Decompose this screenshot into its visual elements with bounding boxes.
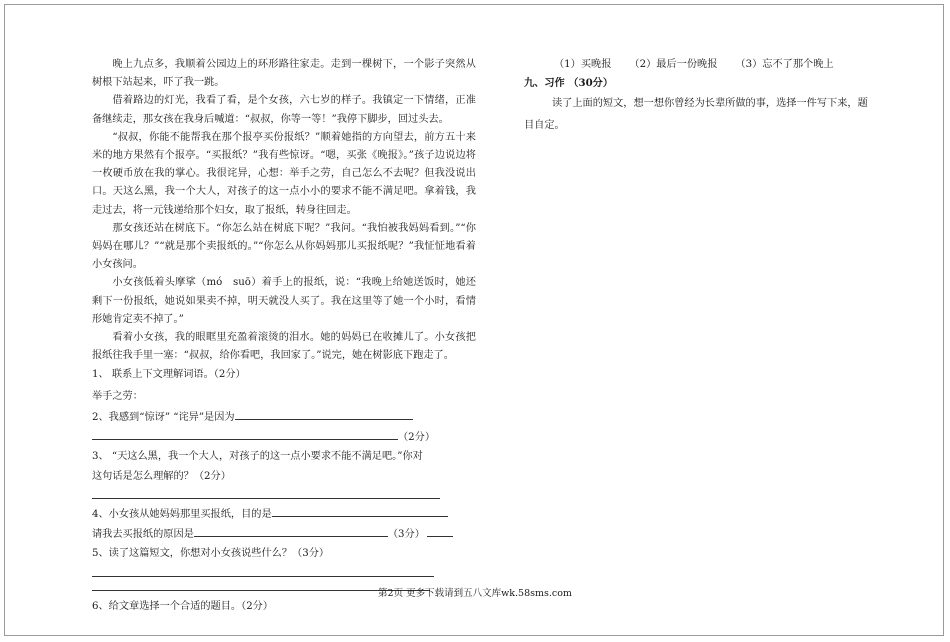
question-4-text-2: 请我去买报纸的原因是 (92, 528, 194, 540)
question-4-line2 (92, 525, 476, 545)
question-3-line2: 这句话是怎么理解的？（2分） (92, 470, 231, 482)
story-paragraph-6: 看着小女孩，我的眼眶里充盈着滚烫的泪水。她的妈妈已在收摊儿了。小女孩把报纸往我手里一塞：“叔叔，给你看吧，我回家了。”说完，她在树影底下跑走了。 (92, 332, 476, 362)
story-paragraph-4: 那女孩还站在树底下。“你怎么站在树底下呢？”我问。“我怕被我妈妈看到。”“你妈妈在哪儿？”“就是那个卖报纸的。”“你怎么从你妈妈那儿买报纸呢？”我怔怔地看着小女孩问。 (92, 222, 476, 271)
story-paragraph-2: 借着路边的灯光，我看了看，是个女孩，六七岁的样子。我镇定一下情绪，正准备继续走，那女孩在我身后喊道：“叔叔，你等一等！”我停下脚步，回过头去。 (92, 95, 476, 125)
answer-blank-q2[interactable] (235, 408, 413, 420)
section-9-title: 九、习作 （30分） (524, 77, 614, 90)
question-2-line2 (92, 428, 476, 448)
question-2-text: 2、我感到“惊讶” “诧异”是因为 (92, 412, 235, 424)
question-4-line1 (92, 505, 476, 525)
page-footer: 第2页 更多下载请到五八文库wk.58sms.com (378, 588, 572, 599)
title-options (524, 56, 908, 74)
writing-prompt-line-2: 目自定。 (524, 120, 565, 132)
left-column (92, 56, 476, 616)
answer-line-q3[interactable] (92, 498, 440, 499)
story-paragraph-3: “叔叔，你能不能帮我在那个报亭买份报纸？”顺着她指的方向望去，前方五十来米的地方果然有个报亭。“买报纸？”我有些惊讶。“嗯，买张《晚报》。”孩子边说边将一枚硬币放在我的掌心。我很诧异，心想：举手之劳，自己怎么不去呢？但我没说出口。天这么黑，我一个大人，对孩子的这一点小小的要求不能不满足吧。拿着钱，我走过去，将一元钱递给那个妇女，取了报纸，转身往回走。 (92, 131, 476, 216)
answer-blank-q2-cont[interactable] (92, 428, 398, 440)
writing-prompt-line-1: 读了上面的短文，想一想你曾经为长辈所做的事，选择一件写下来，题 (552, 98, 868, 110)
right-column (524, 56, 908, 136)
story-paragraph-5: 小女孩低着头摩挲（mó suō）着手上的报纸，说：“我晚上给她送饭时，她还剩下一份报纸，她说如果卖不掉，明天就没人买了。我在这里等了她一个小时，看情形她肯定卖不掉了。” (92, 277, 476, 325)
question-2 (92, 408, 476, 428)
answer-blank-q4-reason[interactable] (194, 525, 388, 537)
answer-blank-q4-tail[interactable] (427, 525, 453, 537)
title-option-2: （2）最后一份晚报 (629, 59, 718, 70)
question-4-score: （3分） (387, 528, 425, 540)
story-paragraph-1: 晚上九点多，我顺着公园边上的环形路往家走。走到一棵树下，一个影子突然从树根下站起来，吓了我一跳。 (92, 59, 476, 89)
answer-blank-q4-purpose[interactable] (272, 505, 448, 517)
title-option-3: （3）忘不了那个晚上 (735, 59, 834, 70)
answer-line-q5-1[interactable] (92, 576, 434, 577)
question-5: 5、读了这篇短文，你想对小女孩说些什么？（3分） (92, 548, 330, 560)
question-1-term: 举手之劳： (92, 390, 143, 402)
question-2-score: （2分） (398, 431, 436, 443)
title-option-1: （1）买晚报 (554, 59, 612, 70)
question-3-line1: 3、 “天这么黑，我一个大人，对孩子的这一点小要求不能不满足吧。”你对 (92, 451, 423, 463)
question-6: 6、给文章选择一个合适的题目。（2分） (92, 600, 274, 612)
question-1: 1、 联系上下文理解词语。（2分） (92, 369, 246, 381)
question-4-text-1: 4、小女孩从她妈妈那里买报纸，目的是 (92, 509, 272, 521)
